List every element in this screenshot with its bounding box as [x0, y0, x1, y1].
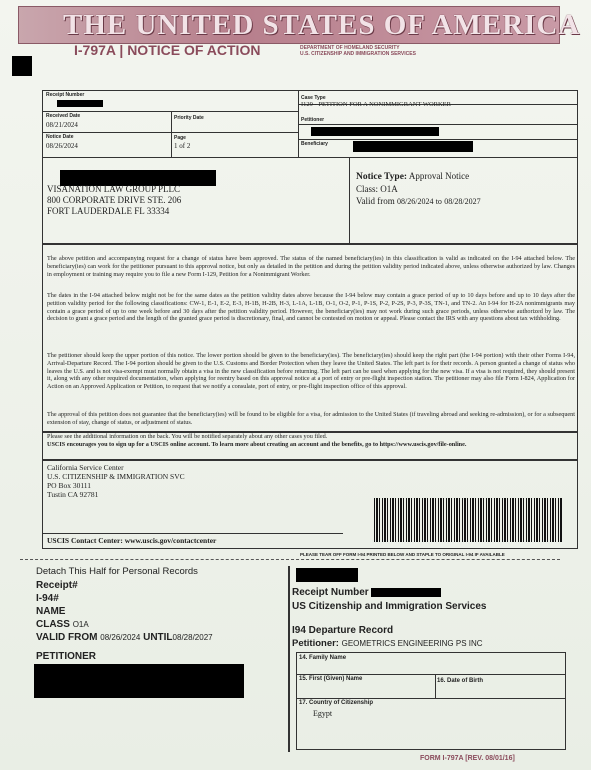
receipt-number-label: Receipt Number	[46, 92, 85, 98]
valid-to-label: to	[435, 197, 442, 206]
lower-petitioner-label: PETITIONER	[36, 651, 97, 662]
barcode	[374, 498, 562, 542]
valid-to-date: 08/28/2027	[444, 197, 481, 206]
service-center-name: California Service Center	[47, 463, 124, 472]
online-account-note: USCIS encourages you to sign up for a USCIS online account. To learn more about creating an account and the benefits, go to https://www.uscis.gov/file-online.	[47, 441, 467, 448]
family-name-label: 14. Family Name	[299, 655, 347, 661]
redacted-beneficiary	[353, 141, 473, 152]
mailing-address	[47, 184, 181, 217]
citizenship-value: Egypt	[313, 709, 333, 718]
form-title: I-797A | NOTICE OF ACTION	[74, 42, 261, 58]
beneficiary-label: Beneficiary	[301, 141, 328, 147]
contact-center: USCIS Contact Center: www.uscis.gov/contactcenter	[47, 536, 217, 545]
paragraph-approval: The above petition and accompanying request for a change of status have been approved. The status of the named beneficiary(ies) in this classification is valid as indicated on the I-94 attached below. The beneficiary(ies) can work for the petitioner pursuant to this approval notice, but only as detailed in the petition and during the petition validity period indicated above, unless otherwise authorized by law. Changes in employment or training may require you to file a new Form I-129, Petition for a Nonimmigrant Worker.	[47, 255, 575, 278]
address-line-1: VISANATION LAW GROUP PLLC	[47, 184, 181, 194]
banner-title: THE UNITED STATES OF AMERICA	[63, 9, 581, 41]
lower-name-label: NAME	[36, 606, 66, 617]
service-center-agency: U.S. CITIZENSHIP & IMMIGRATION SVC	[47, 472, 185, 481]
notice-type-label: Notice Type:	[356, 172, 408, 182]
citizenship-label: 17. Country of Citizenship	[299, 700, 374, 706]
tear-off-instruction: PLEASE TEAR OFF FORM I-94 PRINTED BELOW AND STAPLE TO ORIGINAL I-94 IF AVAILABLE	[300, 552, 505, 557]
case-type: I129 - PETITION FOR A NONIMMIGRANT WORKER	[301, 101, 451, 108]
lower-valid-from-label: VALID FROM	[36, 632, 98, 643]
notice-date: 08/26/2024	[46, 142, 78, 150]
service-center-po-box: PO Box 30111	[47, 481, 92, 490]
paragraph-disclaimer: The approval of this petition does not guarantee that the beneficiary(ies) will be found to be eligible for a visa, for admission to the United States (if traveling abroad and seeking re-admission), or for a subsequent extension of stay, change of status, or adjustment of status.	[47, 411, 575, 426]
redacted-petitioner	[311, 127, 439, 136]
department-line-2: U.S. CITIZENSHIP AND IMMIGRATION SERVICES	[300, 51, 416, 57]
lower-receipt-label: Receipt#	[36, 580, 78, 591]
class-value: O1A	[380, 184, 398, 194]
header-grid	[42, 90, 578, 158]
address-line-3: FORT LAUDERDALE FL 33334	[47, 206, 170, 216]
notice-type-block	[356, 170, 481, 208]
lower-receipt-number-row	[292, 587, 441, 598]
lower-valid-row	[36, 632, 213, 643]
redacted-i94-number	[296, 568, 358, 582]
lower-right-petitioner: GEOMETRICS ENGINEERING PS INC	[341, 639, 483, 648]
first-name-label: 15. First (Given) Name	[299, 676, 363, 682]
class-label: Class:	[356, 184, 379, 194]
notice-date-label: Notice Date	[46, 134, 74, 140]
page-label: Page	[174, 135, 186, 141]
lower-class-value: O1A	[72, 620, 89, 629]
address-line-2: 800 CORPORATE DRIVE STE. 206	[47, 195, 182, 205]
paragraph-instructions: The petitioner should keep the upper portion of this notice. The lower portion should be given to the beneficiary(ies). The beneficiary(ies) should keep the right part (the I-94 portion) with their other Forms I-94, Arrival-Departure Record. The I-94 portion should be given to the U.S. Customs and Border Protection when they leave the United States. The left part is for their records. A person granted a change of status who leaves the U.S. and is not visa-exempt must normally obtain a visa in the new classification before returning. The left part can be used when applying for the new visa. If a visa is not required, they should present it, along with any other required documentation, when applying for reentry based on this approval notice at a port of entry or pre-flight inspection station. The petitioner may also file Form I-824, Application for Action on an Approved Application or Petition, to request that we notify a consulate, port of entry, or pre-flight inspection office of this approval.	[47, 352, 575, 391]
petitioner-label: Petitioner	[301, 117, 325, 123]
dob-label: 16. Date of Birth	[437, 678, 484, 684]
lower-petitioner-row	[292, 638, 483, 649]
departure-record-title: I94 Departure Record	[292, 625, 394, 636]
lower-right-petitioner-label: Petitioner:	[292, 638, 339, 649]
lower-class-label: CLASS	[36, 619, 70, 630]
banner	[18, 6, 581, 44]
service-center-city: Tustin CA 92781	[47, 490, 99, 499]
form-revision: FORM I-797A [REV. 08/01/16]	[420, 755, 515, 762]
received-date-label: Received Date	[46, 113, 81, 119]
department-line-1: DEPARTMENT OF HOMELAND SECURITY	[300, 45, 400, 51]
service-center-address	[47, 463, 185, 499]
case-type-label: Case Type	[301, 95, 326, 101]
tear-line	[20, 559, 560, 560]
redacted-lower-receipt-number	[371, 588, 441, 597]
page-number: 1 of 2	[174, 142, 191, 150]
lower-valid-from: 08/26/2024	[100, 633, 141, 642]
paragraph-grace-period: The dates in the I-94 attached below might not be for the same dates as the petition validity dates above because the I-94 below may contain a grace period of up to 10 days before and up to 10 days after the petition validity period for the following classifications: CW-1, E-1, E-2, E-3, H-1B, H-2B, H-3, L-1A, L-1B, O-1, O-2, P-1, P-1S, P-2, P-2S, P-3, P-3S, TN-1, and TN-2. An I-94 for H-2A nonimmigrants may contain a grace period of up to one week before and 30 days after the petition validity period. However, the beneficiary(ies) may not work during such grace periods, unless otherwise authorized by law. The decision to grant a grace period and the length of the granted grace period is discretionary, final, and cannot be contested on motion or appeal. Please contact the IRS with any questions about tax withholding.	[47, 292, 575, 323]
redacted-receipt-number	[57, 100, 103, 107]
lower-i94-label: I-94#	[36, 593, 59, 604]
lower-receipt-number-label: Receipt Number	[292, 587, 369, 598]
corner-mark	[12, 56, 32, 76]
received-date: 08/21/2024	[46, 121, 78, 129]
agency-name: US Citizenship and Immigration Services	[292, 601, 487, 612]
valid-from-date: 08/26/2024	[397, 197, 434, 206]
department-name	[300, 45, 416, 57]
priority-date-label: Priority Date	[174, 115, 204, 121]
reverse-side-note: Please see the additional information on the back. You will be notified separately about any other cases you filed.	[47, 433, 328, 440]
lower-class-row	[36, 619, 89, 630]
lower-until: 08/28/2027	[172, 633, 213, 642]
detach-instruction: Detach This Half for Personal Records	[36, 566, 198, 577]
lower-until-label: UNTIL	[143, 632, 173, 643]
notice-type: Approval Notice	[408, 171, 470, 181]
redacted-lower-petitioner	[34, 664, 244, 698]
valid-from-label: Valid from	[356, 196, 395, 206]
